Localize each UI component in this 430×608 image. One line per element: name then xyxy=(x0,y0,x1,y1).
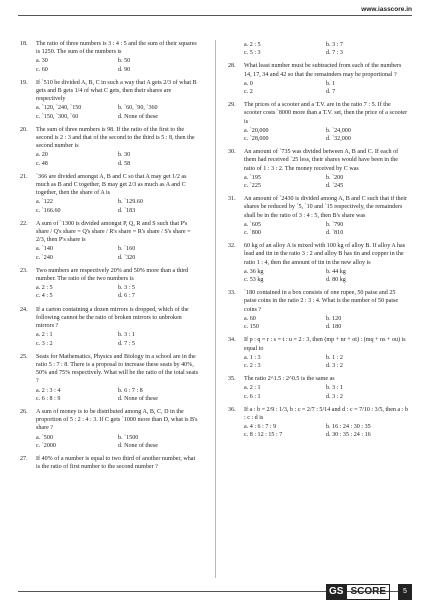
question-text: 60 kg of an alloy A is mixed with 100 kg of alloy B. If alloy A has lead and tin in the ratio 3 : 2 and alloy B has tin and copper in the ratio 1 : 4, then the amount of tin in the new alloy is xyxy=(244,243,406,266)
answer-option: c. `28,000 xyxy=(244,136,269,143)
answer-option: a. `195 xyxy=(244,174,261,181)
answer-option: b. 1 : 2 xyxy=(326,354,343,361)
option-list xyxy=(244,127,408,143)
option-list xyxy=(36,284,200,300)
answer-option: b. `200 xyxy=(326,174,344,181)
option-list xyxy=(36,387,200,403)
option-list xyxy=(244,174,408,190)
answer-option: a. `140 xyxy=(36,246,53,253)
answer-option: d. `32,000 xyxy=(326,136,351,143)
option-list xyxy=(36,151,200,167)
right-column xyxy=(228,40,408,445)
answer-option: b. 3 : 1 xyxy=(326,385,343,392)
answer-option: b. `160 xyxy=(118,246,136,253)
answer-option: d. `245 xyxy=(326,183,344,190)
answer-option: b. `1500 xyxy=(118,434,139,441)
question-number: 18. xyxy=(20,41,28,47)
answer-option: a. 2 : 3 : 4 xyxy=(36,387,61,394)
answer-option: a. `122 xyxy=(36,199,53,206)
answer-option: c. 2 : 3 xyxy=(244,362,261,369)
answer-option: b. 3 : 7 xyxy=(326,42,343,48)
answer-option: d. 58 xyxy=(118,160,131,167)
question xyxy=(20,353,200,403)
answer-option: a. 2 : 1 xyxy=(244,385,261,392)
answer-option: d. 7 : 5 xyxy=(118,340,135,347)
answer-option: b. 44 kg xyxy=(326,268,346,275)
answer-option: c. 5 : 3 xyxy=(244,50,261,57)
answer-option: c. `150, `300, `60 xyxy=(36,113,79,120)
answer-option: c. 6 : 1 xyxy=(244,393,261,400)
logo-score: SCORE xyxy=(346,584,390,600)
answer-option: b. `790 xyxy=(326,221,344,228)
answer-option: d. 7 xyxy=(326,89,336,96)
answer-option: d. `183 xyxy=(118,207,136,214)
question-text: The sum of three numbers is 98. If the ratio of the first to the second is 2 : 3 and that of the second to the third is 5 : 8, then the second number is xyxy=(36,126,195,150)
header-rule xyxy=(18,15,412,16)
answer-option: c. 2 xyxy=(244,89,253,96)
question xyxy=(20,79,200,121)
question xyxy=(20,306,200,348)
option-list xyxy=(244,315,408,331)
question-text: Seats for Mathematics, Physics and Biology in a school are in the ratio 5 : 7 : 8. There is a proposal to increase these seats by 40%, 50% and 75% respectively. What will be the ratio of the total seats ? xyxy=(36,353,199,385)
answer-option: d. 7 : 3 xyxy=(326,50,343,57)
question-text: What least number must be subtracted from each of the numbers 14, 17, 34 and 42 so that the remainders may be proportional ? xyxy=(244,63,402,78)
answer-option: c. 6 : 8 : 9 xyxy=(36,395,61,402)
answer-option: b. `60, `90, `360 xyxy=(118,105,158,112)
question xyxy=(228,101,408,143)
answer-option: a. `20,000 xyxy=(244,127,269,134)
question-text: A sum of `1300 is divided amongst P, Q, R and S such that P's share / Q's share = Q's share / R's share = R's share / S's share = 2/3, then P's share is xyxy=(36,220,191,244)
question xyxy=(20,455,200,471)
answer-option: c. 3 : 2 xyxy=(36,340,53,347)
header-url: www.iasscore.in xyxy=(361,6,412,13)
answer-option: a. 30 xyxy=(36,58,48,65)
option-list xyxy=(244,268,408,284)
question-text: If p : q = r : s = t : u = 2 : 3, then (mp + nr + ot) : (mq + ns + ou) is equal to xyxy=(244,337,406,352)
question xyxy=(20,40,200,74)
answer-option: a. 60 xyxy=(244,315,256,322)
question-text: `180 contained in a box consists of one rupee, 50 paise and 25 paise coins in the ratio 2 : 3 : 4. What is the number of 50 paise coins ? xyxy=(244,290,399,313)
question-number: 24. xyxy=(20,306,28,313)
question-number: 32. xyxy=(228,243,236,250)
question-text: If `510 be divided A, B, C in such a way that A gets 2/3 of what B gets and B gets 1/4 of what C gets, then their shares are respectively xyxy=(36,79,197,103)
question xyxy=(20,173,200,215)
answer-option: b. `24,000 xyxy=(326,127,351,134)
answer-option: a. 36 kg xyxy=(244,268,264,275)
question xyxy=(20,220,200,262)
answer-option: d. 3 : 2 xyxy=(326,393,343,400)
question-text: A sum of money is to be distributed among A, B, C, D in the proportion of 5 : 2 : 4 : 3. If C gets `1000 more than D, what is B's share ? xyxy=(36,408,198,432)
question-number: 27. xyxy=(20,455,28,462)
column-divider xyxy=(215,40,216,578)
logo-gs: GS xyxy=(326,584,346,600)
answer-option: d. None of these xyxy=(118,395,158,402)
question-text: An amount of `2430 is divided among A, B and C such that if their shares be reduced by `5, `10 and `15 respectively, the remainders shall be in the ratio of 3 : 4 : 5, then B's share was xyxy=(244,196,407,219)
question-number: 21. xyxy=(20,173,28,180)
answer-option: b. `129.60 xyxy=(118,199,143,206)
answer-option: d. 80 kg xyxy=(326,277,346,284)
option-list xyxy=(244,80,408,96)
question-number: 34. xyxy=(228,337,236,344)
question xyxy=(20,267,200,301)
answer-option: d. 180 xyxy=(326,324,342,331)
answer-option: d. None of these xyxy=(118,113,158,120)
question-text: An amount of `735 was divided between A, B and C. If each of them had received `25 less, their shares would have been in the ratio of 1 : 3 : 2. The money received by C was xyxy=(244,149,399,172)
answer-option: d. `320 xyxy=(118,254,136,261)
answer-option: b. 16 : 24 : 30 : 35 xyxy=(326,424,371,431)
question xyxy=(228,406,408,440)
question-number: 36. xyxy=(228,406,236,413)
answer-option: a. 4 : 6 : 7 : 9 xyxy=(244,424,277,431)
answer-option: c. `800 xyxy=(244,230,261,237)
question xyxy=(228,195,408,237)
answer-option: d. 30 : 35 : 24 : 16 xyxy=(326,432,371,439)
option-list xyxy=(244,384,408,400)
question-number: 23. xyxy=(20,267,28,274)
answer-option: d. None of these xyxy=(118,442,158,449)
answer-option: b. 1 xyxy=(326,80,336,87)
answer-option: c. `240 xyxy=(36,254,53,261)
question-number: 19. xyxy=(20,79,28,86)
answer-option: a. `120, `240, `150 xyxy=(36,105,82,112)
question xyxy=(228,41,408,57)
answer-option: c. 53 kg xyxy=(244,277,264,284)
option-list xyxy=(244,354,408,370)
answer-option: b. 3 : 5 xyxy=(118,285,135,292)
answer-option: d. 90 xyxy=(118,66,131,73)
question-number: 29. xyxy=(228,102,236,109)
question xyxy=(228,336,408,370)
question-number: 20. xyxy=(20,126,28,133)
option-list xyxy=(36,104,200,120)
answer-option: d. 6 : 7 xyxy=(118,293,135,300)
answer-option: a. 0 xyxy=(244,80,253,87)
question xyxy=(228,62,408,96)
answer-option: a. `605 xyxy=(244,221,261,228)
question-number: 30. xyxy=(228,149,236,156)
question-text: The prices of a scooter and a T.V. are in the ratio 7 : 5. If the scooter costs `8000 more than a T.V. set, then the price of a scooter is xyxy=(244,102,408,125)
left-column xyxy=(20,40,200,476)
answer-option: a. 2 : 1 xyxy=(36,332,53,339)
option-list xyxy=(36,245,200,261)
answer-option: a. `500 xyxy=(36,434,53,441)
answer-option: c. 150 xyxy=(244,324,259,331)
question xyxy=(228,289,408,331)
answer-option: d. 3 : 2 xyxy=(326,362,343,369)
question xyxy=(20,408,200,450)
question-number: 33. xyxy=(228,290,236,297)
option-list xyxy=(244,41,408,57)
answer-option: b. 3 : 1 xyxy=(118,332,135,339)
question-number: 22. xyxy=(20,220,28,227)
answer-option: c. `225 xyxy=(244,183,261,190)
answer-option: a. 2 : 5 xyxy=(36,285,53,292)
question-text: If a carton containing a dozen mirrors is dropped, which of the following cannot be the ratio of broken mirrors to unbroken mirrors ? xyxy=(36,306,189,330)
option-list xyxy=(244,423,408,439)
answer-option: c. 8 : 12 : 15 : 7 xyxy=(244,432,283,439)
question-text: If 40% of a number is equal to two third of another number, what is the ratio of first number to the second number ? xyxy=(36,455,196,471)
answer-option: c. `166.60 xyxy=(36,207,61,214)
question-number: 31. xyxy=(228,196,236,203)
option-list xyxy=(36,434,200,450)
question xyxy=(228,148,408,190)
question-text: Two numbers are respectively 20% and 50% more than a third number. The ratio of the two numbers is xyxy=(36,267,189,283)
question-text: The ratio of three numbers is 3 : 4 : 5 and the sum of their squares is 1250. The sum of the numbers is xyxy=(36,41,197,56)
question-number: 26. xyxy=(20,408,28,415)
answer-option: b. 30 xyxy=(118,152,131,159)
question xyxy=(228,375,408,401)
answer-option: c. 60 xyxy=(36,66,48,73)
option-list xyxy=(36,331,200,347)
option-list xyxy=(36,57,200,73)
answer-option: b. 50 xyxy=(118,58,131,65)
answer-option: b. 120 xyxy=(326,315,342,322)
question xyxy=(228,242,408,284)
answer-option: d. `810 xyxy=(326,230,344,237)
answer-option: a. 2 : 5 xyxy=(244,42,261,48)
question-text: The ratio 2^1.5 : 2^0.5 is the same as xyxy=(244,376,335,383)
question-number: 25. xyxy=(20,353,28,360)
question xyxy=(20,126,200,168)
question-text: If a : b = 2/9 : 1/3, b : c = 2/7 : 5/14 and d : c = 7/10 : 3/5, then a : b : c : d is xyxy=(244,406,408,421)
answer-option: a. 20 xyxy=(36,152,48,159)
answer-option: c. 4 : 5 xyxy=(36,293,53,300)
option-list xyxy=(36,198,200,214)
gs-score-logo xyxy=(326,584,390,600)
question-text: `366 are divided amongst A, B and C so that A may get 1/2 as much as B and C together, B may get 2/3 as much as A and C together, then the share of A is xyxy=(36,173,187,197)
question-number: 28. xyxy=(228,63,236,70)
answer-option: a. 1 : 3 xyxy=(244,354,261,361)
answer-option: c. 48 xyxy=(36,160,48,167)
page-number: 5 xyxy=(398,584,412,600)
question-number: 35. xyxy=(228,376,236,383)
option-list xyxy=(244,221,408,237)
answer-option: b. 6 : 7 : 8 xyxy=(118,387,143,394)
answer-option: c. `2000 xyxy=(36,442,56,449)
